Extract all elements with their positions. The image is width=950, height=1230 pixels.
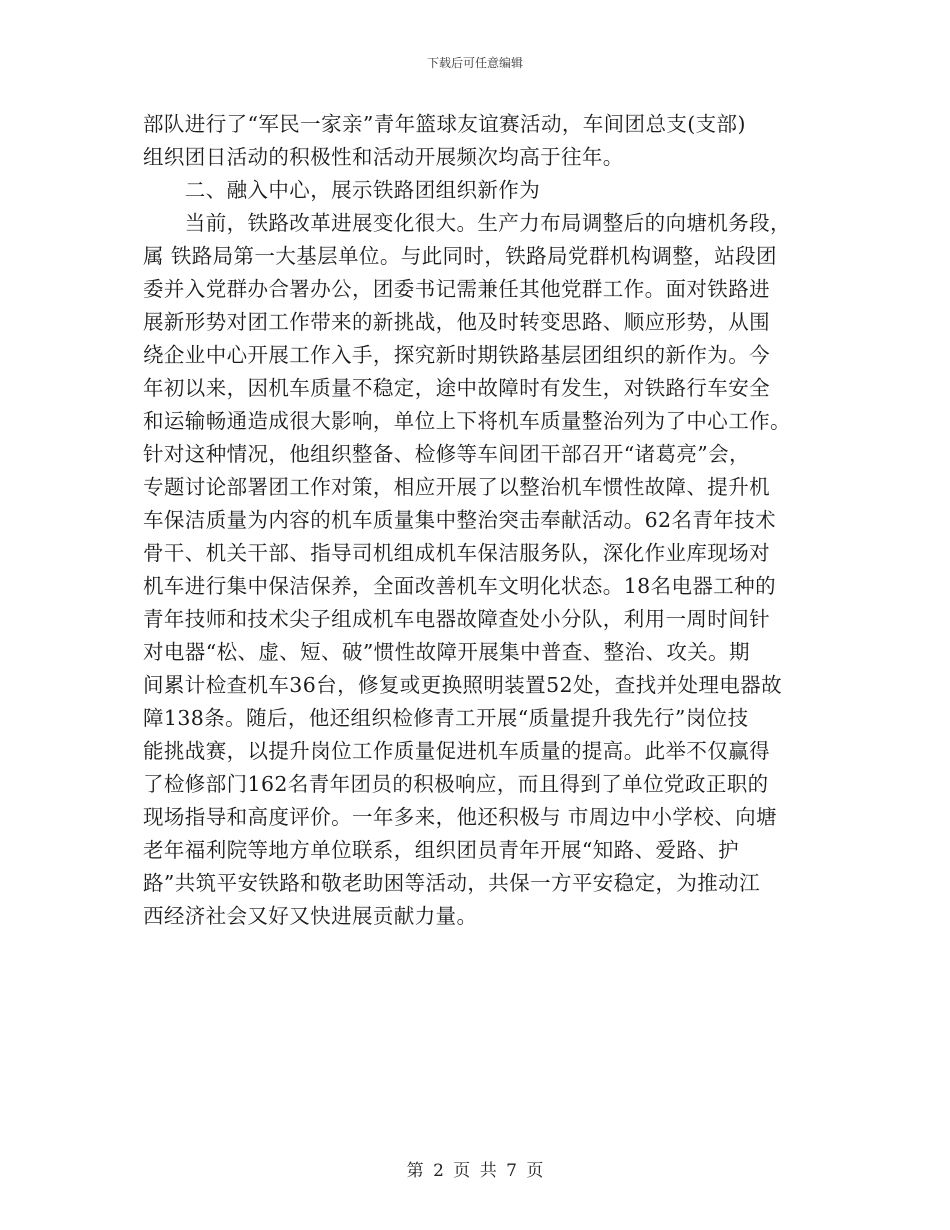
page-number: 第 2 页 共 7 页 <box>406 1161 544 1181</box>
page-header: 下载后可任意编辑 <box>426 56 523 70</box>
text-line: 对电器“松、虚、短、破”惯性故障开展集中普查、整治、攻关。期 <box>143 640 750 664</box>
text-line: 了检修部门162名青年团员的积极响应，而且得到了单位党政正职的 <box>143 772 769 796</box>
text-line: 青年技师和技术尖子组成机车电器故障查处小分队，利用一周时间针 <box>143 607 770 631</box>
text-line: 针对这种情况，他组织整备、检修等车间团干部召开“诸葛亮”会， <box>143 442 750 466</box>
text-line: 展新形势对团工作带来的新挑战，他及时转变思路、顺应形势，从围 <box>143 310 770 334</box>
text-line: 和运输畅通造成很大影响，单位上下将机车质量整治列为了中心工作。 <box>143 409 791 433</box>
text-line: 老年福利院等地方单位联系，组织团员青年开展“知路、爱路、护 <box>143 838 740 862</box>
text-line: 委并入党群办合署办公，团委书记需兼任其他党群工作。面对铁路进 <box>143 277 770 301</box>
text-line: 障138条。随后，他还组织检修青工开展“质量提升我先行”岗位技 <box>143 706 749 730</box>
text-line: 路”共筑平安铁路和敬老助困等活动，共保一方平安稳定，为推动江 <box>143 871 760 895</box>
text-line: 车保洁质量为内容的机车质量集中整治突击奉献活动。62名青年技术 <box>143 508 776 532</box>
text-line: 专题讨论部署团工作对策，相应开展了以整治机车惯性故障、提升机 <box>143 475 770 499</box>
text-line: 现场指导和高度评价。一年多来，他还积极与 市周边中小学校、向塘 <box>143 805 777 829</box>
text-line: 西经济社会又好又快进展贡献力量。 <box>143 904 478 928</box>
text-line: 绕企业中心开展工作入手，探究新时期铁路基层团组织的新作为。今 <box>143 343 770 367</box>
text-line: 机车进行集中保洁保养，全面改善机车文明化状态。18名电器工种的 <box>143 574 776 598</box>
text-line: 部队进行了“军民一家亲”青年篮球友谊赛活动，车间团总支(支部) <box>143 112 746 136</box>
text-line: 属 铁路局第一大基层单位。与此同时，铁路局党群机构调整，站段团 <box>143 244 777 268</box>
text-line: 年初以来，因机车质量不稳定，途中故障时有发生，对铁路行车安全 <box>143 376 770 400</box>
text-line: 能挑战赛，以提升岗位工作质量促进机车质量的提高。此举不仅赢得 <box>143 739 770 763</box>
text-line: 当前，铁路改革进展变化很大。生产力布局调整后的向塘机务段， <box>143 211 791 235</box>
text-line: 组织团日活动的积极性和活动开展频次均高于往年。 <box>143 145 624 169</box>
document-body <box>143 108 815 933</box>
text-line: 骨干、机关干部、指导司机组成机车保洁服务队，深化作业库现场对 <box>143 541 770 565</box>
section-heading: 二、融入中心，展示铁路团组织新作为 <box>143 178 541 202</box>
text-line: 间累计检查机车36台，修复或更换照明装置52处，查找并处理电器故 <box>143 673 782 697</box>
